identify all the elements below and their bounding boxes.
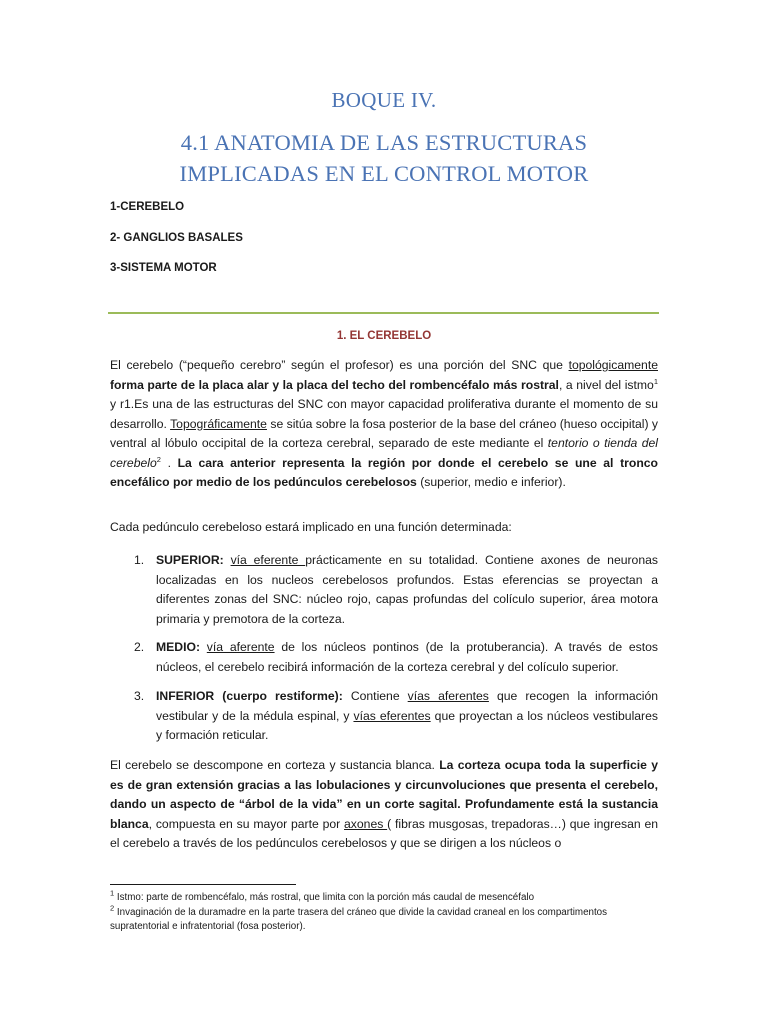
subtitle-line-2: IMPLICADAS EN EL CONTROL MOTOR — [179, 161, 589, 186]
subtitle-line-1: 4.1 ANATOMIA DE LAS ESTRUCTURAS — [180, 130, 588, 155]
list-item: 1. SUPERIOR: vía eferente prácticamente en su totalidad. Contiene axones de neuronas localizadas en los nucleos cerebelosos profundos. Estas eferencias se proyectan a diferentes zonas del SNC: núcleo rojo, capas profundas del colículo superior, área motora primaria y premotora de la corteza. — [134, 553, 658, 626]
paragraph-pedunculos: Cada pedúnculo cerebeloso estará implicado en una función determinada: — [110, 520, 512, 534]
section-heading: 1. EL CEREBELO — [336, 330, 432, 342]
document-subtitle — [0, 127, 768, 189]
toc-item-ganglios-basales: 2- GANGLIOS BASALES — [110, 232, 243, 244]
toc-item-sistema-motor: 3-SISTEMA MOTOR — [110, 262, 217, 274]
document-title: BOQUE IV. — [331, 88, 437, 112]
paragraph-cerebelo-intro: El cerebelo (“pequeño cerebro” según el profesor) es una porción del SNC que topológicamente forma parte de la placa alar y la placa del techo del rombencéfalo más rostral, a nivel del istmo$^1$ y r1.Es una de las estructuras del SNC con mayor capacidad proliferativa durante el momento de su desarrollo. Topográficamente se sitúa sobre la fosa posterior de la base del cráneo (hueso occipital) y ventral al lóbulo occipital de la corteza cerebral, separado de este mediante el tentorio o tienda del cerebelo$^2$ . La cara anterior representa la región por donde el cerebelo se une al tronco encefálico por medio de los pedúnculos cerebelosos (superior, medio e inferior). — [110, 358, 658, 489]
list-item: 2. MEDIO: vía aferente de los núcleos pontinos (de la protuberancia). A través de estos núcleos, el cerebelo recibirá información de la corteza cerebral y del colículo superior. — [134, 640, 659, 674]
toc-item-cerebelo: 1-CEREBELO — [110, 201, 185, 213]
list-item: 3. INFERIOR (cuerpo restiforme): Contiene vías aferentes que recogen la información vestibular y de la médula espinal, y vías eferentes que proyectan a los núcleos vestibulares y formación reticular. — [134, 689, 658, 742]
footnote-ref-2: 2 — [156, 454, 161, 464]
footnote-ref-1: 1 — [653, 376, 658, 386]
paragraph-corteza-sustancia-blanca: El cerebelo se descompone en corteza y sustancia blanca. La corteza ocupa toda la superficie y es de gran extensión gracias a las lobulaciones y circunvoluciones que presenta el cerebelo, dando un aspecto de “árbol de la vida” en un corte sagital. Profundamente está la sustancia blanca, compuesta en su mayor parte por axones ( fibras musgosas, trepadoras…) que ingresan en el cerebelo a través de los pedúnculos cerebelosos y que se dirigen a los núcleos o — [110, 758, 659, 850]
footnote-2: $^2$ Invaginación de la duramadre en la parte trasera del cráneo que divide la cavidad craneal en los compartimentos supratentorial e infratentorial (fosa posterior). — [110, 903, 608, 932]
footnote-1: $^1$ Istmo: parte de rombencéfalo, más rostral, que limita con la porción más caudal de mesencéfalo — [110, 888, 535, 903]
section-divider — [108, 312, 659, 314]
footnote-separator — [110, 884, 296, 885]
